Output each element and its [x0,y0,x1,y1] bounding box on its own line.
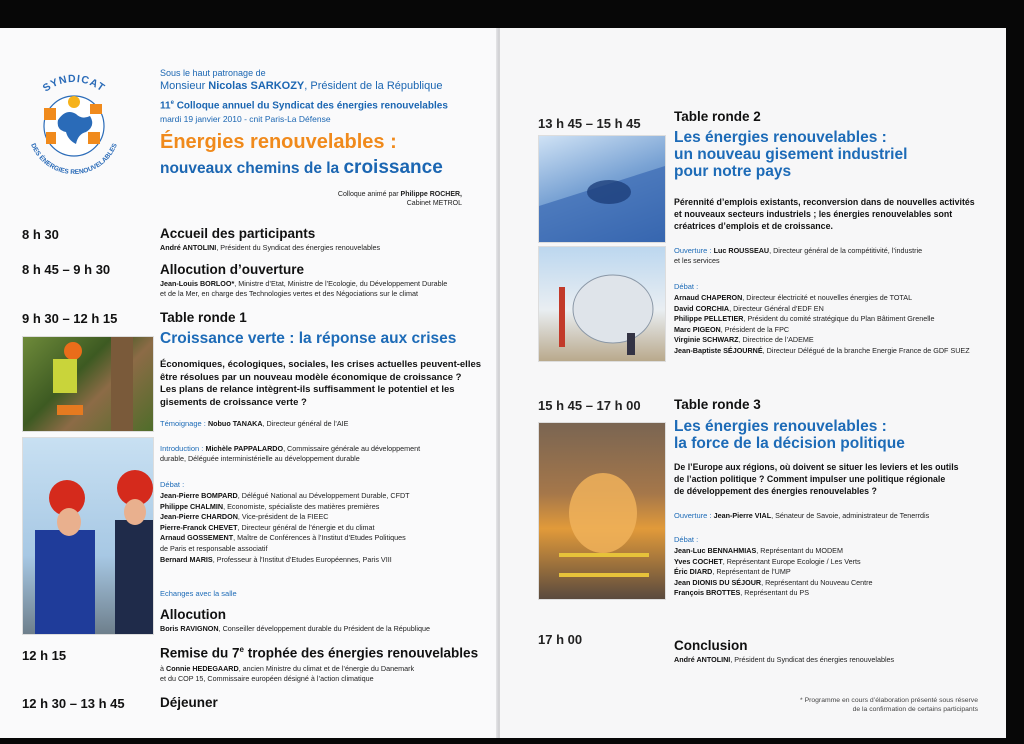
debater-row [160,555,410,566]
debaters-list [674,546,873,599]
dejeuner-title: Déjeuner [160,695,218,710]
time-17h00: 17 h 00 [538,632,583,647]
animator-credit: Colloque animé par Philippe ROCHER, Cabinet METROL [337,191,462,207]
debater-name: Yves COCHET [674,556,723,566]
time-8h45: 8 h 45 – 9 h 30 [22,262,111,277]
debater-role: , Economiste, spécialiste des matières premières [223,501,380,511]
debater-name: Jean DIONIS DU SÉJOUR [674,577,762,587]
debater-role: , Président de la FPC [720,324,790,334]
time-12h15: 12 h 15 [22,648,67,663]
table-ronde-1-question: Économiques, écologiques, sociales, les crises actuelles peuvent-elles être résolues par un nouveau modèle économique de croissance ? Les plans de relance intègrent-ils suffisamment le potentiel et les gisements de croissance verte ? [160,359,482,408]
debater-row [674,546,873,557]
ouverture-t2: Ouverture : Luc ROUSSEAU, Directeur général de la compétitivité, l’industrie et les services [674,246,923,265]
debater-row [674,293,970,304]
photo-solar-panel-worker [538,135,666,243]
conclusion-title: Conclusion [674,638,748,653]
debater-row [674,304,970,315]
ouverture-t3: Ouverture : Jean-Pierre VIAL, Sénateur de Savoie, administrateur de Tenerrdis [674,511,930,520]
debater-role: , Délégué National au Développement Durable, CFDT [237,491,410,500]
debaters-list [674,293,970,357]
svg-text:SYNDICAT [41,73,108,95]
table-ronde-1-label: Table ronde 1 [160,310,247,325]
time-12h30: 12 h 30 – 13 h 45 [22,696,125,711]
colloque-line: 11e Colloque annuel du Syndicat des énergies renouvelables [160,100,448,112]
temoignage: Témoignage : Nobuo TANAKA, Directeur général de l’AIE [160,419,349,428]
debater-row [674,346,970,357]
debater-row [160,502,410,513]
debater-role: , Président du comité stratégique du Plan Bâtiment Grenelle [743,314,935,324]
photo-wind-technicians [22,437,154,635]
debater-name: Pierre-Franck CHEVET [160,522,238,532]
session-speaker: Jean-Louis BORLOO*, Ministre d’Etat, Ministre de l’Ecologie, du Développement Durable et de la Mer, en charge des Technologies vertes et des Négociations sur le climat [160,279,448,298]
debater-name: Arnaud GOSSEMENT [160,533,234,543]
debat-label: Débat : [674,535,699,544]
debater-role: , Représentant du MODEM [756,546,843,555]
echanges-label: Echanges avec la salle [160,589,237,598]
debater-row [674,578,873,589]
session-speaker: André ANTOLINI, Président du Syndicat des énergies renouvelables [160,243,381,252]
debater-name: Marc PIGEON [674,324,721,334]
debater-row [674,588,873,599]
debater-role: , Directeur Délégué de la branche Energie France de GDF SUEZ [762,345,970,355]
debater-name: Jean-Baptiste SÉJOURNÉ [674,345,763,355]
table-ronde-2-title: Les énergies renouvelables : un nouveau gisement industriel pour notre pays [674,129,908,180]
main-title: Énergies renouvelables : [160,131,397,153]
foundry-illustration [539,423,665,599]
time-8h30: 8 h 30 [22,227,59,242]
debater-name: Bernard MARIS [160,554,213,564]
table-ronde-3-title: Les énergies renouvelables : la force de la décision politique [674,418,905,452]
debater-name: François BROTTES [674,588,741,598]
debaters-list [160,491,410,565]
date-place: mardi 19 janvier 2010 - cnit Paris-La Défense [160,114,331,124]
debater-row [674,325,970,336]
debater-row [674,557,873,568]
debater-role: , Vice-président de la FIEEC [237,512,329,522]
debater-name: Philippe CHALMIN [160,501,224,511]
debater-role: , Maître de Conférences à l’Institut d’Etudes Politiques [233,533,406,543]
patronage-text: Sous le haut patronage de [160,68,266,78]
worker-chainsaw-illustration [23,337,153,431]
footnote: * Programme en cours d’élaboration présenté sous réserve de la confirmation de certains participants [800,697,978,713]
table-ronde-1-title: Croissance verte : la réponse aux crises [160,330,457,347]
debater-row [674,335,970,346]
solar-panel-illustration [539,136,665,242]
photo-wind-turbine-nacelle [538,246,666,362]
photo-worker-chainsaw [22,336,154,432]
debat-label: Débat : [674,282,699,291]
trophee-details: à Connie HEDEGAARD, ancien Ministre du climat et de l’énergie du Danemark et du COP 15, Commissaire européen désigné à l’action climatique [160,664,415,683]
debater-role: , Représentant du Nouveau Centre [761,577,873,587]
photo-foundry [538,422,666,600]
debater-role: , Représentant de l’UMP [712,567,791,577]
president-line: Monsieur Nicolas SARKOZY, Président de la République [160,80,443,92]
debater-name: Arnaud CHAPERON [674,293,743,302]
debater-role: , Représentant du PS [740,588,810,598]
table-ronde-2-question: Pérennité d’emplois existants, reconversion dans de nouvelles activités et nouveaux secteurs industriels ; les énergies renouvelables sont créatrices d’emplois et de croissance. [674,197,975,231]
debater-role: , Directeur général de l’énergie et du climat [237,522,375,532]
table-ronde-2-label: Table ronde 2 [674,109,761,124]
conclusion-speaker: André ANTOLINI, Président du Syndicat des énergies renouvelables [674,655,895,664]
globe-sun-icon [18,68,130,180]
trophee-title: Remise du 7e trophée des énergies renouvelables [160,645,479,661]
debater-row [160,512,410,523]
logo-bottom-text: DES ÉNERGIES RENOUVELABLES [29,142,119,177]
time-9h30: 9 h 30 – 12 h 15 [22,311,118,326]
debater-role: , Professeur à l’Institut d’Etudes Européennes, Paris VIII [212,554,392,564]
debater-row [160,544,410,555]
debater-row [674,314,970,325]
debater-row [160,533,410,544]
debater-row [674,567,873,578]
debat-label: Débat : [160,480,185,489]
debater-name: David CORCHIA [674,303,730,313]
main-subtitle: nouveaux chemins de la croissance [160,157,443,178]
debater-name: Jean-Pierre BOMPARD [160,491,238,500]
debater-name: Éric DIARD [674,567,713,577]
debater-name: Virginie SCHWARZ [674,335,739,345]
introduction: Introduction : Michèle PAPPALARDO, Commissaire générale au développement durable, Déléguée interministérielle au développement durable [160,444,421,463]
session-title: Allocution d’ouverture [160,262,305,277]
time-13h45: 13 h 45 – 15 h 45 [538,116,641,131]
debater-role: , Directrice de l’ADEME [738,335,814,345]
debater-role: , Représentant Europe Ecologie / Les Verts [722,556,861,566]
table-ronde-3-question: De l’Europe aux régions, où doivent se situer les leviers et les outils de l’action politique ? Comment impulser une politique régionale de développement des énergies renouvelables ? [674,462,959,496]
table-ronde-3-label: Table ronde 3 [674,397,761,412]
debater-name: Philippe PELLETIER [674,314,744,324]
debater-role: , Directeur électricité et nouvelles énergies de TOTAL [742,293,913,302]
debater-name: Jean-Pierre CHARDON [160,512,238,522]
nacelle-illustration [539,247,665,361]
debater-role: de Paris et responsable associatif [160,543,268,553]
session-title: Accueil des participants [160,226,316,241]
syndicat-logo [18,68,130,180]
logo-top-text: SYNDICAT [40,72,108,95]
debater-row [160,523,410,534]
debater-name: Jean-Luc BENNAHMIAS [674,546,757,555]
debater-row [160,491,410,502]
technicians-illustration [23,438,153,634]
allocution-title: Allocution [160,607,226,622]
debater-role: , Directeur Général d’EDF EN [729,303,824,313]
allocution-speaker: Boris RAVIGNON, Conseiller développement durable du Président de la République [160,624,430,633]
time-15h45: 15 h 45 – 17 h 00 [538,398,641,413]
